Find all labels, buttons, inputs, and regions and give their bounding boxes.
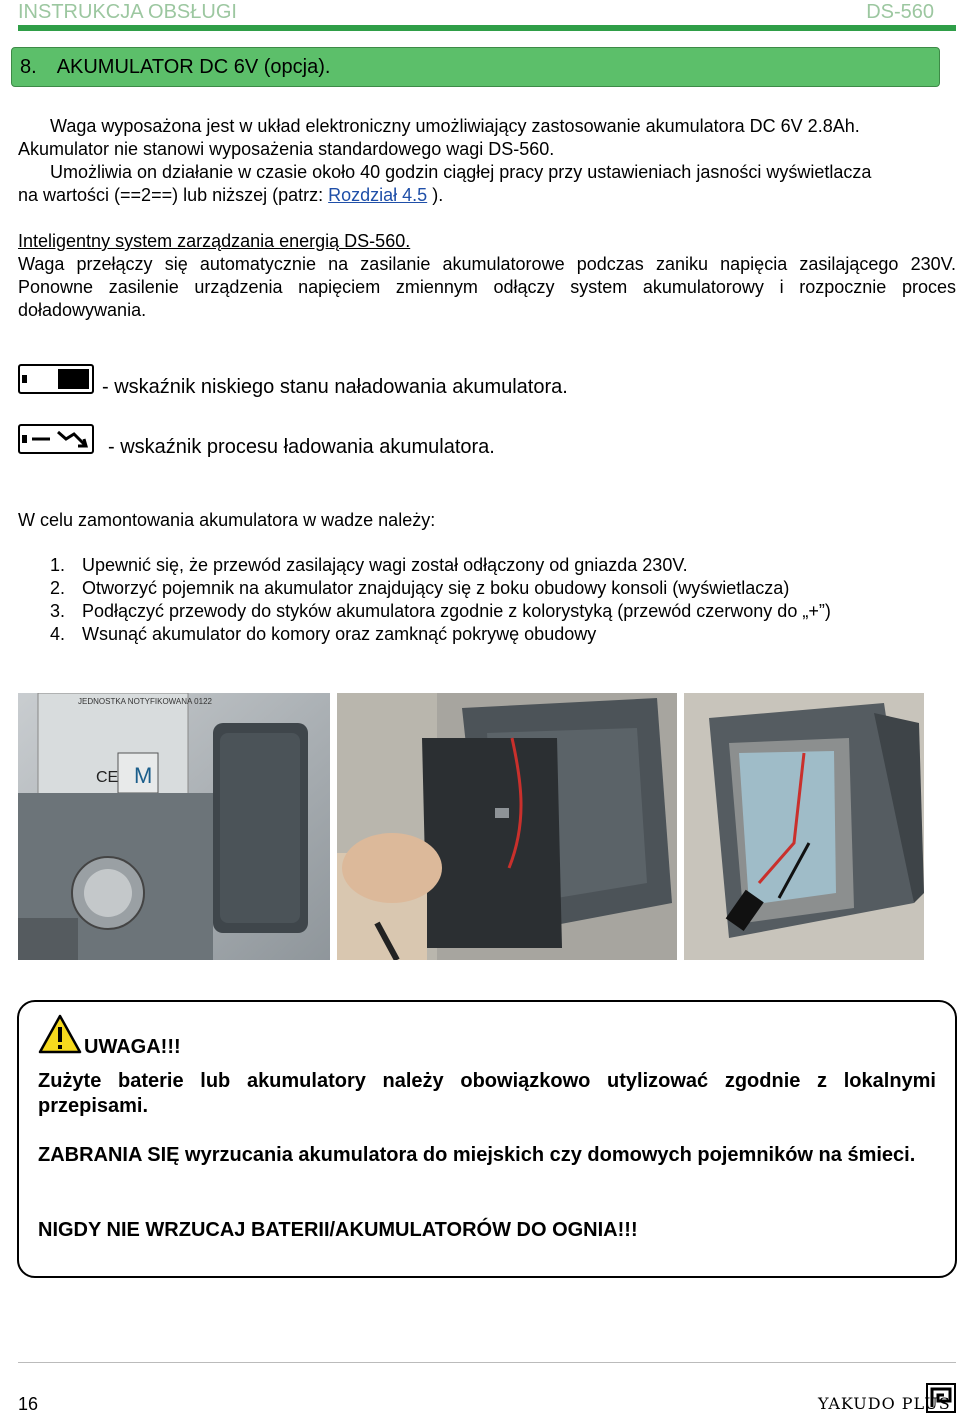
warning-prohibition: ZABRANIA SIĘ wyrzucania akumulatora do miejskich czy domowych pojemników na śmieci. [38, 1144, 916, 1166]
list-item: 2. Otworzyć pojemnik na akumulator znajdujący się z boku obudowy konsoli (wyświetlacza) [50, 578, 790, 598]
ce-mark: CE [96, 769, 119, 786]
header-rule [18, 25, 956, 31]
list-item: 1. Upewnić się, że przewód zasilający wagi został odłączony od gniazda 230V. [50, 555, 688, 575]
low-battery-label: - wskaźnik niskiego stanu naładowania akumulatora. [102, 376, 568, 398]
doc-model: DS-560 [866, 1, 934, 23]
metrology-mark: M [134, 763, 153, 788]
section-number: 8. [20, 56, 37, 78]
intro-line-4 [18, 184, 956, 207]
notified-body-label: JEDNOSTKA NOTYFIKOWANA 0122 [78, 697, 212, 706]
intro-line-3: Umożliwia on działanie w czasie około 40 godzin ciągłej pracy przy ustawieniach jasności wyświetlacza [50, 162, 872, 182]
brand-logo-icon [926, 1383, 956, 1413]
list-item: 4. Wsunąć akumulator do komory oraz zamknąć pokrywę obudowy [50, 624, 597, 644]
section-title: AKUMULATOR DC 6V (opcja). [56, 56, 331, 78]
warning-disposal: Zużyte baterie lub akumulatory należy obowiązkowo utylizować zgodnie z lokalnymi przepisami. [38, 1070, 936, 1117]
intro-line-1: Waga wyposażona jest w układ elektroniczny umożliwiający zastosowanie akumulatora DC 6V 2.8Ah. [50, 116, 860, 136]
intro-line-4-post: ). [427, 185, 444, 205]
brand-name: YAKUDO PLUS [818, 1394, 951, 1413]
page-number: 16 [18, 1394, 39, 1414]
warning-title: UWAGA!!! [84, 1036, 181, 1058]
photo-console-side [18, 693, 330, 960]
section-heading [11, 47, 940, 87]
charging-battery-icon [18, 424, 94, 454]
charging-label: - wskaźnik procesu ładowania akumulatora. [108, 436, 495, 458]
energy-text: Waga przełączy się automatycznie na zasilanie akumulatorowe podczas zaniku napięcia zasilającego 230V. Ponowne zasilenie urządzenia napięciem zmiennym odłączy system akumulatorowy i rozpocznie proces doładowywania. [18, 254, 956, 320]
mount-intro: W celu zamontowania akumulatora w wadze należy: [18, 510, 436, 530]
mount-steps [50, 554, 831, 646]
photo-battery-inserting [337, 693, 677, 960]
doc-title: INSTRUKCJA OBSŁUGI [18, 1, 237, 23]
list-item: 3. Podłączyć przewody do styków akumulatora zgodnie z kolorystyką (przewód czerwony do „+”) [50, 601, 831, 621]
low-battery-icon [18, 364, 94, 394]
chapter-link[interactable]: Rozdział 4.5 [328, 185, 428, 205]
footer-rule [18, 1362, 956, 1363]
warning-icon [38, 1014, 82, 1054]
energy-heading: Inteligentny system zarządzania energią DS-560. [18, 231, 411, 251]
photo-battery-compartment [684, 693, 924, 960]
intro-line-2: Akumulator nie stanowi wyposażenia standardowego wagi DS-560. [18, 139, 555, 159]
intro-line-4-pre: na wartości (==2==) lub niższej (patrz: [18, 185, 329, 205]
warning-fire: NIGDY NIE WRZUCAJ BATERII/AKUMULATORÓW DO OGNIA!!! [38, 1219, 638, 1241]
